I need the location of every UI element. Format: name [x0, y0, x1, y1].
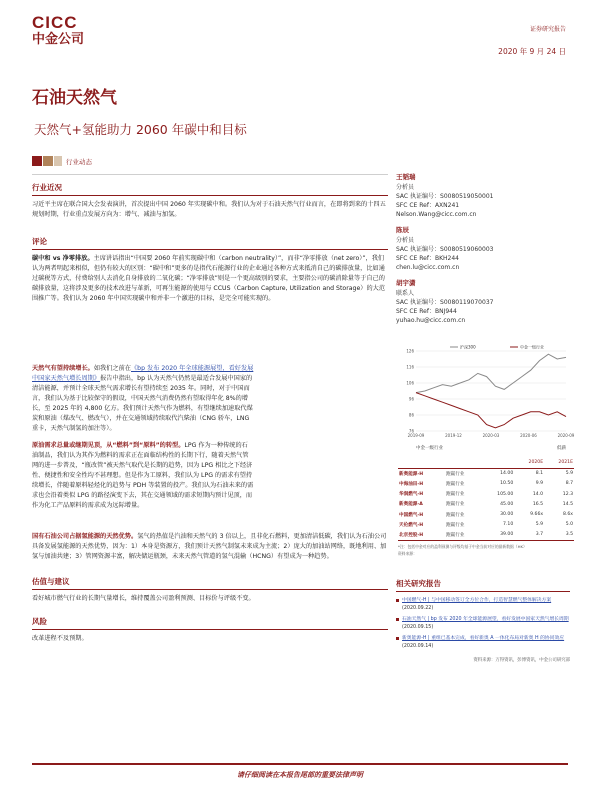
risk-title: 风险: [32, 617, 47, 626]
related-item[interactable]: [396, 597, 570, 613]
related-item-date: (2020.09.14): [402, 644, 434, 649]
coverage-table-grid: [398, 458, 574, 541]
table-cell-price: 10.50: [500, 481, 514, 487]
analyst-role: 联系人: [396, 290, 415, 297]
narrow-column: [32, 364, 254, 511]
analyst-card: [396, 172, 568, 219]
table-cell-name[interactable]: 新奥能源-H: [399, 471, 424, 477]
x-tick-label: 2019-12: [445, 433, 462, 438]
bp-report-link[interactable]: 《bp 发布 2020 年全球能源展望，看好发展中国家天然气增长周期》: [32, 365, 254, 382]
para-2-pre: 如我们之前在: [93, 365, 131, 372]
risk-rule: [32, 629, 388, 630]
table-row: [398, 479, 574, 489]
table-cell-2020e: 9.66x: [530, 512, 544, 518]
x-tick-label: 2019-09: [407, 433, 425, 438]
table-cell-2020e: 3.7: [535, 532, 544, 538]
comment-para-2: [32, 364, 254, 434]
analyst-sac: SAC 执证编号：S0080519050001: [396, 193, 494, 200]
table-cell-price: 105.00: [497, 491, 514, 497]
footer-disclaimer: 请仔细阅读在本报告尾部的重要法律声明: [237, 771, 363, 779]
logo: [32, 14, 112, 54]
y-tick-label: 76: [408, 428, 414, 434]
y-tick-label: 116: [406, 364, 414, 370]
table-row: [398, 489, 574, 499]
table-cell-rating: 跑赢行业: [446, 502, 465, 508]
bullet-icon: [396, 618, 399, 621]
related-reports: [396, 578, 570, 663]
y-tick-label: 126: [406, 348, 414, 354]
analyst-sfc: SFC CE Ref：BKH244: [396, 255, 459, 262]
comment-para-4: [32, 532, 388, 562]
bottom-column: [32, 532, 388, 644]
table-row: [398, 468, 574, 478]
related-rule: [396, 591, 570, 592]
table-cell-2021e: 8.6x: [562, 512, 573, 518]
table-cell-name[interactable]: 天伦燃气-H: [399, 522, 424, 528]
y-tick-label: 106: [406, 380, 414, 386]
table-source: 资料来源：: [398, 550, 417, 556]
valuation-rule: [32, 589, 388, 590]
related-item[interactable]: [396, 616, 570, 632]
table-row: [398, 499, 574, 509]
table-cell-price: 30.00: [500, 512, 514, 518]
table-header: [398, 458, 574, 468]
analyst-email[interactable]: Nelson.Wang@cicc.com.cn: [396, 211, 477, 218]
table-cell-price: 14.00: [500, 471, 514, 477]
x-tick-label: 2020-06: [520, 433, 537, 438]
comment-title: 评论: [32, 237, 47, 246]
table-cell-price: 45.00: [500, 501, 514, 507]
y-tick-label: 86: [408, 412, 414, 418]
overview-rule: [32, 195, 388, 196]
analyst-card: [396, 278, 568, 325]
coverage-table: [398, 458, 574, 557]
table-header-cell: 2021E: [558, 460, 573, 466]
table-cell-rating: 跑赢行业: [446, 532, 465, 538]
analyst-role: 分析员: [396, 237, 415, 244]
para-1-text: 主席讲话指出“中国要 2060 年前实现碳中和（carbon neutrality）”，而非“净零排放（net zero）”，我们认为两者明起来相似，但仍有较大的区别：“碳中和”更多的是指代石能源行业的企业通过各种方式来抵消自己的碳排放量，比如通过碳税等方式，付费给别人去消化自身排放的二氧化碳；“净零排放”则是一个更高级别的要求，主要指公司的碳消除量等于自己的碳排放量，这将涉及更多的技术改进与革新，可再生能源的使用与 CCUS（Carbon Capture, Utilization and Storage）的大范围推广等。我们认为 2060 年中国实现碳中和并非一个激进的目标，是完全可能实现的。: [32, 255, 386, 302]
table-cell-rating: 跑赢行业: [446, 471, 465, 477]
table-cell-price: 7.10: [503, 522, 514, 528]
overview-text: 习近平主席在联合国大会发表演讲，首次提出中国 2060 年实现碳中和。我们认为对于石油天然气行业而言，在即将到来的十四五规划时期，行业重点发展方向为：增气、减油与加氢。: [32, 201, 386, 218]
table-row: [398, 520, 574, 530]
para-4-lead: 国有石油公司占据氢能源的天然优势。: [32, 533, 138, 540]
logo-cn: 中金公司: [32, 32, 85, 47]
table-footnote: *注：包括中金对应的盈利预测与评级均基于中金当前对应的最新数据（HK）: [398, 543, 527, 549]
chart-xlabel: 中金一级行业: [416, 446, 443, 451]
table-cell-2020e: 9.9: [535, 481, 544, 487]
analyst-card: [396, 225, 568, 272]
table-cell-name[interactable]: 中国燃气-H: [399, 512, 424, 518]
table-cell-rating: 跑赢行业: [446, 492, 465, 498]
analyst-sfc: SFC CE Ref：AXN241: [396, 202, 460, 209]
table-cell-2021e: 5.0: [565, 522, 573, 528]
table-cell-2021e: 12.3: [562, 491, 573, 497]
table-row: [398, 530, 574, 540]
comment-para-3: [32, 441, 254, 511]
table-cell-name[interactable]: 北京控股-H: [399, 532, 424, 538]
table-cell-2021e: 3.5: [565, 532, 573, 538]
overview-title: 行业近况: [32, 183, 62, 192]
footer-rule: [32, 763, 568, 765]
risk-text: 改革进程不及预期。: [32, 635, 88, 642]
table-cell-name[interactable]: 中海油田-H: [399, 481, 424, 487]
table-cell-2020e: 14.0: [532, 491, 544, 497]
table-cell-2021e: 14.5: [562, 501, 573, 507]
industry-title: 石油天然气: [32, 88, 117, 108]
analyst-name: 王韬瑞: [396, 173, 416, 181]
table-cell-name[interactable]: 新奥能源-A: [399, 502, 423, 508]
analyst-sac: SAC 执证编号：S0080519060003: [396, 246, 494, 253]
para-4-text: 氢气的热值是汽油和天然气的 3 倍以上，且非化石燃料，更加清洁低碳，我们认为石油公司具备发展氢能源的天然优势，因为：1）本身是资源方，我们预计天然气制氢未来成为主流；2）庞大的加油站网络，既地利用、加氢与加油共建；3）管网资源丰富，解决储运瓶颈，未来天然气管道的氢气混输（HCNG）有望成为一种趋势。: [32, 533, 387, 560]
table-cell-2020e: 5.9: [535, 522, 544, 528]
performance-chart: [398, 343, 575, 453]
para-3-text: LPG 作为一种传统的石油制品，我们认为其作为燃料的需求正在面临结构性的长期下行，随着天然气管网的进一步普及，“瓶改管”被天然气取代是长期的趋势，因为 LPG 相比之下经济性、便捷性和安全性均不甚理想。但是作为工原料，我们认为 LPG 的需求有望持续增长，伴随着原料轻烃化的趋势与 PDH 等装置的投产。我们认为石油未来的需求也会沿着类似 LPG 的路径演变下去，其在交通领域的需求短期内预计见顶，而作为化工产品原料的需求成为远际增量。: [32, 442, 254, 509]
analyst-role: 分析员: [396, 184, 415, 191]
analyst-name: 陈辰: [396, 226, 409, 234]
performance-chart-svg: [398, 343, 575, 453]
report-tag: 行业动态: [66, 158, 92, 166]
x-tick-label: 2020-03: [482, 433, 500, 438]
related-item-date: (2020.09.15): [402, 625, 434, 630]
report-date: 2020 年 9 月 24 日: [498, 47, 566, 56]
comment-para-1: [32, 254, 388, 304]
analyst-sfc: SFC CE Ref：BNJ944: [396, 308, 457, 315]
table-cell-2021e: 5.9: [565, 471, 573, 477]
related-item-link[interactable]: 中国燃气-H | 与中国移动签订全方位合作，打造智慧燃气整体解决方案: [402, 598, 552, 603]
table-cell-2020e: 8.1: [535, 471, 544, 477]
table-cell-rating: 跑赢行业: [446, 512, 465, 518]
analyst-email[interactable]: yuhao.hu@cicc.com.cn: [396, 317, 466, 324]
comment-rule: [32, 249, 388, 250]
series-line: [416, 354, 566, 392]
related-item-link[interactable]: 新奥能源-H | 重组已基本完成，看好新奥 A 一体化布局对新奥 H 的协同效应: [402, 636, 565, 641]
table-header-cell: 2020E: [528, 460, 544, 466]
table-cell-rating: 跑赢行业: [446, 481, 465, 487]
bullet-icon: [396, 599, 399, 602]
table-cell-rating: 跑赢行业: [446, 522, 465, 528]
analyst-sac: SAC 执证编号：S0080119070037: [396, 299, 494, 306]
analyst-email[interactable]: chen.lu@cicc.com.cn: [396, 264, 460, 271]
related-source: 资料来源：万得资讯，彭博资讯，中金公司研究部: [473, 658, 570, 663]
para-2-lead: 天然气有望持续增长。: [32, 365, 94, 372]
table-cell-name[interactable]: 华润燃气-H: [399, 492, 424, 498]
x-tick-label: 2020-09: [557, 433, 575, 438]
report-headline: 天然气+氢能助力 2060 年碳中和目标: [34, 122, 247, 137]
legend-label: 中金一级行业: [520, 344, 544, 350]
table-header-cell: [398, 458, 445, 468]
analyst-name: 胡宇潇: [396, 279, 416, 287]
para-3-lead: 原油需求总量或继期见顶，从“燃料”到“原料”的转型。: [32, 442, 185, 449]
table-cell-price: 39.00: [500, 532, 514, 538]
analyst-panel: [396, 172, 568, 325]
table-header-cell: [482, 458, 515, 468]
table-cell-2020e: 16.5: [532, 501, 544, 507]
valuation-title: 估值与建议: [32, 577, 70, 586]
logo-en: CICC: [32, 13, 78, 32]
main-column: [32, 182, 388, 304]
report-type: 证券研究报告: [529, 26, 566, 33]
chart-source-label: 低薪: [557, 446, 566, 451]
table-cell-2021e: 8.7: [565, 481, 573, 487]
related-item-date: (2020.09.22): [402, 606, 434, 611]
related-title: 相关研究报告: [396, 579, 441, 588]
y-tick-label: 96: [408, 396, 414, 402]
series-line: [416, 393, 566, 428]
related-item[interactable]: [396, 635, 570, 651]
table-header-cell: [445, 458, 482, 468]
para-1-lead: 碳中和 vs 净零排放。: [32, 255, 94, 262]
para-2-text: 报告中指出，bp 认为天然气仍然是最适合发展中国家的清洁能源，并预计全球天然气需求增长有望持续至 2035 年。同时，对于中国而言，我们认为基于比较保守的假设，中国天然气消费仍然有望取得年化 8%的增长，至 2025 年的 4,800 亿方。我们预计天然气作为燃料，有望继续加速取代煤炭和原油（煤改气、燃改气），并在交通领域持续取代汽柴油（CNG 轿车，LNG 重卡，天然气制氢的加注等）。: [32, 375, 253, 432]
related-item-link[interactable]: 石油天然气 | bp 发布 2020 年全球能源展望，看好发展中国家天然气增长周期: [402, 617, 569, 622]
table-row: [398, 509, 574, 519]
tag-divider: [32, 174, 388, 175]
tag-bars: [32, 156, 62, 166]
valuation-text: 看好城市燃气行业的长期气量增长，维持覆盖公司盈利预测、目标价与评级不变。: [32, 595, 255, 602]
bullet-icon: [396, 637, 399, 640]
legend-label: 沪深300: [460, 344, 476, 350]
